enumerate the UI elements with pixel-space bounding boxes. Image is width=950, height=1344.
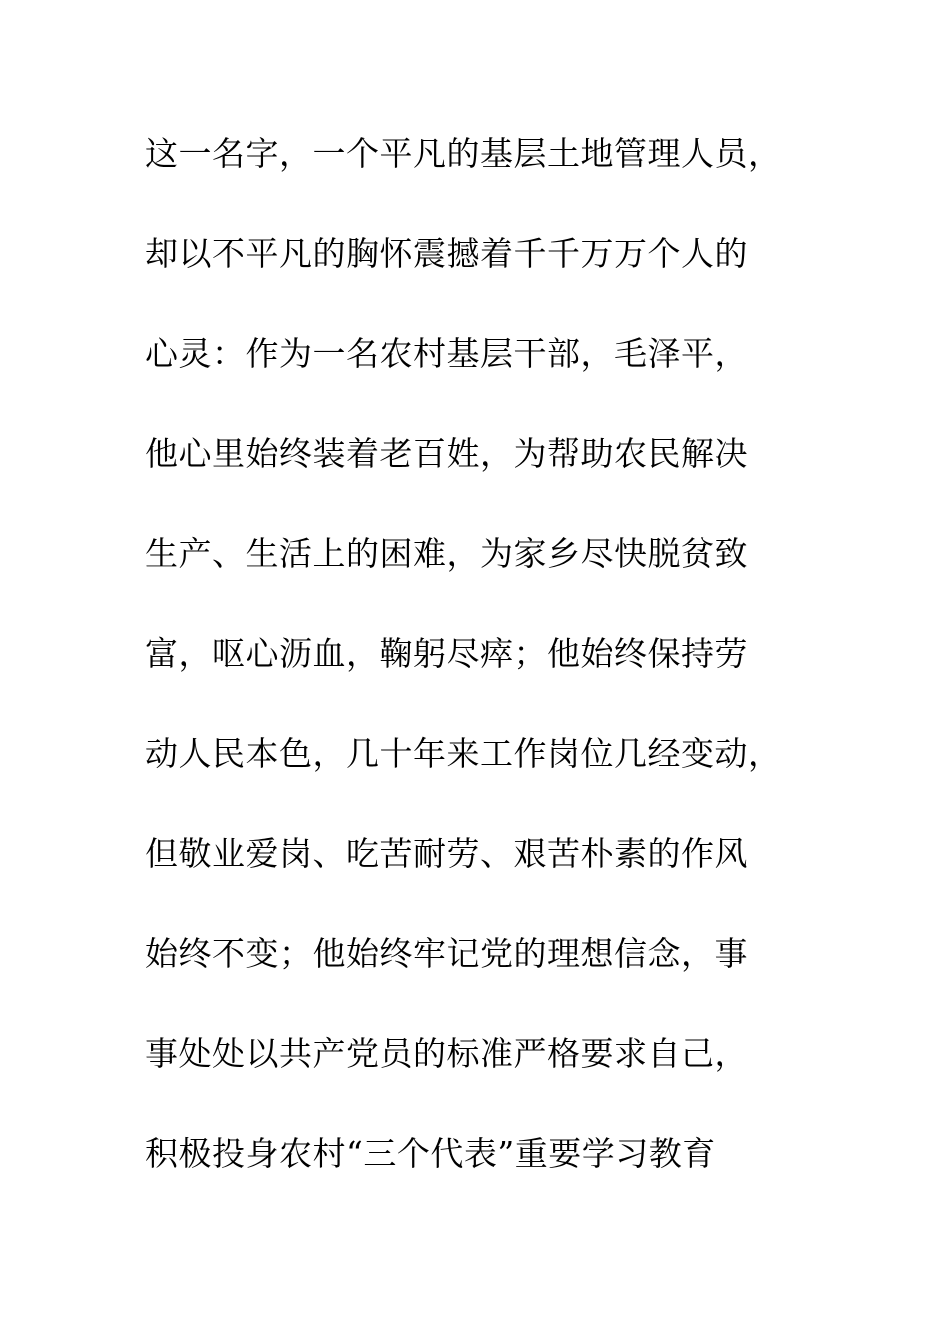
text-line: 心灵：作为一名农村基层干部，毛泽平， xyxy=(145,334,748,373)
text-line: 动人民本色，几十年来工作岗位几经变动， xyxy=(145,734,782,773)
text-line: 事处处以共产党员的标准严格要求自己， xyxy=(145,1034,748,1073)
text-line: 但敬业爱岗、吃苦耐劳、艰苦朴素的作风 xyxy=(145,834,748,873)
text-line: 富，呕心沥血，鞠躬尽瘁；他始终保持劳 xyxy=(145,634,748,673)
text-line: 积极投身农村“三个代表”重要学习教育 xyxy=(145,1134,716,1173)
text-line: 却以不平凡的胸怀震撼着千千万万个人的 xyxy=(145,234,748,273)
text-line: 他心里始终装着老百姓，为帮助农民解决 xyxy=(145,434,748,473)
text-line: 这一名字，一个平凡的基层土地管理人员， xyxy=(145,134,782,173)
text-line: 始终不变；他始终牢记党的理想信念，事 xyxy=(145,934,748,973)
text-line: 生产、生活上的困难，为家乡尽快脱贫致 xyxy=(145,534,748,573)
body-paragraph xyxy=(145,127,845,1227)
